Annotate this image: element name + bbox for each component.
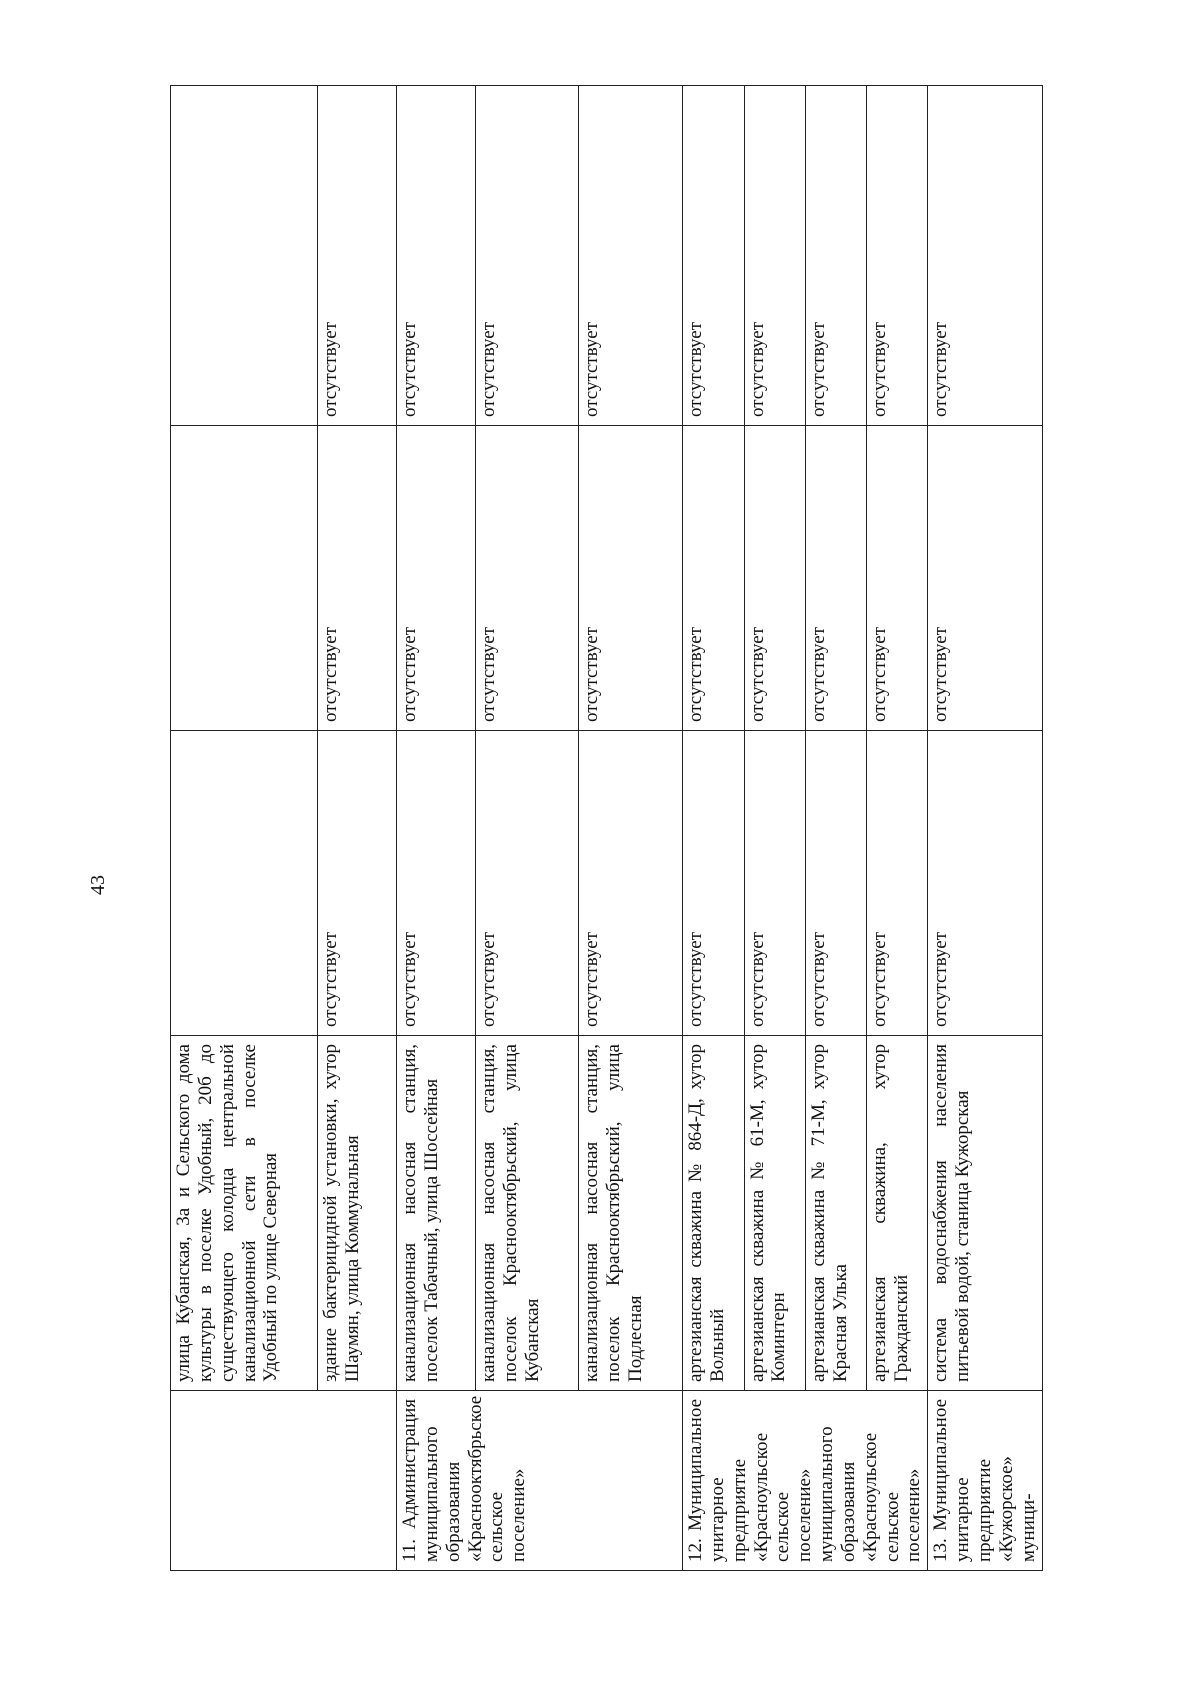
value-cell: отсутствует (683, 426, 745, 731)
value-cell: отсутствует (683, 86, 745, 426)
value-cell (171, 731, 318, 1036)
value-cell: отсутствует (806, 426, 866, 731)
object-cell: канализационная насосная станция, поселок Краснооктябрьский, улица Кубанская (476, 1036, 579, 1391)
value-cell: отсутствует (579, 731, 683, 1036)
org-cell (171, 1391, 397, 1571)
object-cell: система водоснабжения населения питьевой водой, станица Кужорская (928, 1036, 1042, 1391)
value-cell: отсутствует (866, 426, 928, 731)
value-cell: отсутствует (397, 426, 476, 731)
org-cell: 11. Администрация муниципального образования «Краснооктябрьское сельское поселение» (397, 1391, 683, 1571)
value-cell: отсутствует (866, 86, 928, 426)
object-cell: улица Кубанская, 3а и Сельского дома культуры в поселке Удобный, 20б до существующего колодца центральной канализационной сети в поселке Удобный по улице Северная (171, 1036, 318, 1391)
value-cell: отсутствует (744, 731, 806, 1036)
org-cell: 12. Муниципальное унитарное предприятие «Красноульское сельское поселение» муниципального образования «Красноульское сельское поселение» (683, 1391, 928, 1571)
value-cell: отсутствует (806, 731, 866, 1036)
value-cell: отсутствует (744, 426, 806, 731)
value-cell: отсутствует (397, 86, 476, 426)
table-row (397, 86, 476, 1571)
table-row (806, 86, 866, 1571)
value-cell: отсутствует (318, 86, 397, 426)
object-cell: артезианская скважина № 71-М, хутор Красная Улька (806, 1036, 866, 1391)
table-row (579, 86, 683, 1571)
object-cell: канализационная насосная станция, поселок Табачный, улица Шоссейная (397, 1036, 476, 1391)
value-cell: отсутствует (683, 731, 745, 1036)
table-row (683, 86, 745, 1571)
value-cell: отсутствует (744, 86, 806, 426)
value-cell: отсутствует (318, 426, 397, 731)
object-cell: артезианская скважина № 61-М, хутор Коминтерн (744, 1036, 806, 1391)
value-cell: отсутствует (476, 731, 579, 1036)
org-cell: 13. Муниципальное унитарное предприятие «Кужорское» муници- (928, 1391, 1042, 1571)
value-cell: отсутствует (579, 426, 683, 731)
value-cell: отсутствует (318, 731, 397, 1036)
object-cell: артезианская скважина № 864-Д, хутор Вольный (683, 1036, 745, 1391)
table-row (866, 86, 928, 1571)
table-row (928, 86, 1042, 1571)
table-row (476, 86, 579, 1571)
value-cell: отсутствует (928, 86, 1042, 426)
value-cell: отсутствует (397, 731, 476, 1036)
value-cell: отсутствует (928, 426, 1042, 731)
registry-table (170, 85, 1043, 1571)
value-cell: отсутствует (866, 731, 928, 1036)
rotated-table-container (170, 86, 1039, 1571)
value-cell (171, 426, 318, 731)
table-row (744, 86, 806, 1571)
object-cell: артезианская скважина, хутор Гражданский (866, 1036, 928, 1391)
table-row (318, 86, 397, 1571)
table-row (171, 86, 318, 1571)
object-cell: канализационная насосная станция, поселок Краснооктябрьский, улица Подлесная (579, 1036, 683, 1391)
value-cell: отсутствует (928, 731, 1042, 1036)
page-number: 43 (87, 875, 109, 895)
value-cell (171, 86, 318, 426)
value-cell: отсутствует (806, 86, 866, 426)
value-cell: отсутствует (476, 86, 579, 426)
value-cell: отсутствует (476, 426, 579, 731)
value-cell: отсутствует (579, 86, 683, 426)
object-cell: здание бактерицидной установки, хутор Шаумян, улица Коммунальная (318, 1036, 397, 1391)
